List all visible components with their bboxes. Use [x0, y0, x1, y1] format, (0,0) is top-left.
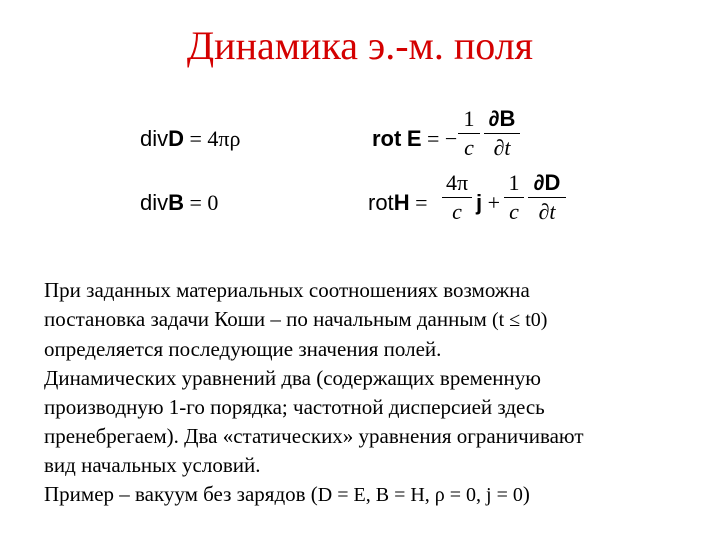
equation-div-d	[140, 126, 241, 152]
rot-operator: rot	[368, 190, 394, 215]
frac-denominator: c	[464, 135, 474, 160]
equation-rhs: = 0	[189, 190, 219, 215]
fraction-bar	[484, 133, 520, 134]
closing-paren: )	[522, 482, 530, 506]
paragraph-line	[44, 305, 684, 335]
frac-denominator: c	[452, 199, 462, 224]
frac-numerator: 1	[463, 106, 475, 131]
fraction-4pi-over-c	[442, 170, 472, 225]
paragraph-line: производную 1-го порядка; частотной дисперсией здесь	[44, 395, 545, 419]
fraction-bar	[458, 133, 480, 134]
slide-title: Динамика э.-м. поля	[186, 23, 534, 68]
deriv-denominator: ∂t	[493, 135, 511, 160]
paragraph-line: Динамических уравнений два (содержащих временную	[44, 366, 541, 390]
frac-numerator: 4π	[445, 170, 469, 195]
vector-d: D	[168, 126, 185, 151]
vector-b: B	[168, 190, 185, 215]
paragraph-line: определяется последующие значения полей.	[44, 337, 442, 361]
paragraph-line-text: постановка задачи Коши – по начальным данным	[44, 307, 487, 331]
deriv-numerator: ∂B	[488, 106, 516, 131]
frac-denominator: c	[509, 199, 519, 224]
cauchy-condition: (t ≤ t0)	[492, 309, 548, 331]
rot-h-lhs	[368, 190, 428, 216]
fraction-dD-dt	[528, 170, 566, 225]
paragraph-line-text: Пример – вакуум без зарядов (	[44, 482, 318, 506]
vector-e: E	[406, 126, 422, 151]
paragraph-line: При заданных материальных соотношениях возможна	[44, 278, 530, 302]
frac-numerator: 1	[508, 170, 520, 195]
fraction-bar	[528, 197, 566, 198]
deriv-numerator: ∂D	[533, 170, 561, 195]
rot-e-lhs	[372, 126, 457, 152]
fraction-dB-dt	[484, 106, 520, 161]
paragraph-line: пренебрегаем). Два «статических» уравнения ограничивают	[44, 424, 584, 448]
fraction-bar	[442, 197, 472, 198]
deriv-denominator: ∂t	[538, 199, 556, 224]
rot-operator: rot	[372, 126, 402, 151]
vector-j: j	[476, 190, 483, 215]
fraction-1-over-c	[458, 106, 480, 161]
equation-div-b	[140, 190, 218, 216]
div-operator: div	[140, 126, 169, 151]
fraction-1-over-c	[504, 170, 524, 225]
paragraph-line: вид начальных условий.	[44, 453, 261, 477]
paragraph-line	[44, 480, 684, 510]
div-operator: div	[140, 190, 169, 215]
equals: =	[415, 190, 428, 215]
body-paragraph	[44, 276, 684, 510]
fraction-bar	[504, 197, 524, 198]
j-plus	[476, 190, 500, 216]
vector-h: H	[393, 190, 410, 215]
plus-sign: +	[487, 190, 501, 215]
equation-rhs: = 4πρ	[189, 126, 241, 151]
vacuum-example-math: D = E, B = H, ρ = 0, j = 0	[317, 484, 523, 506]
equals-minus: = −	[427, 126, 458, 151]
